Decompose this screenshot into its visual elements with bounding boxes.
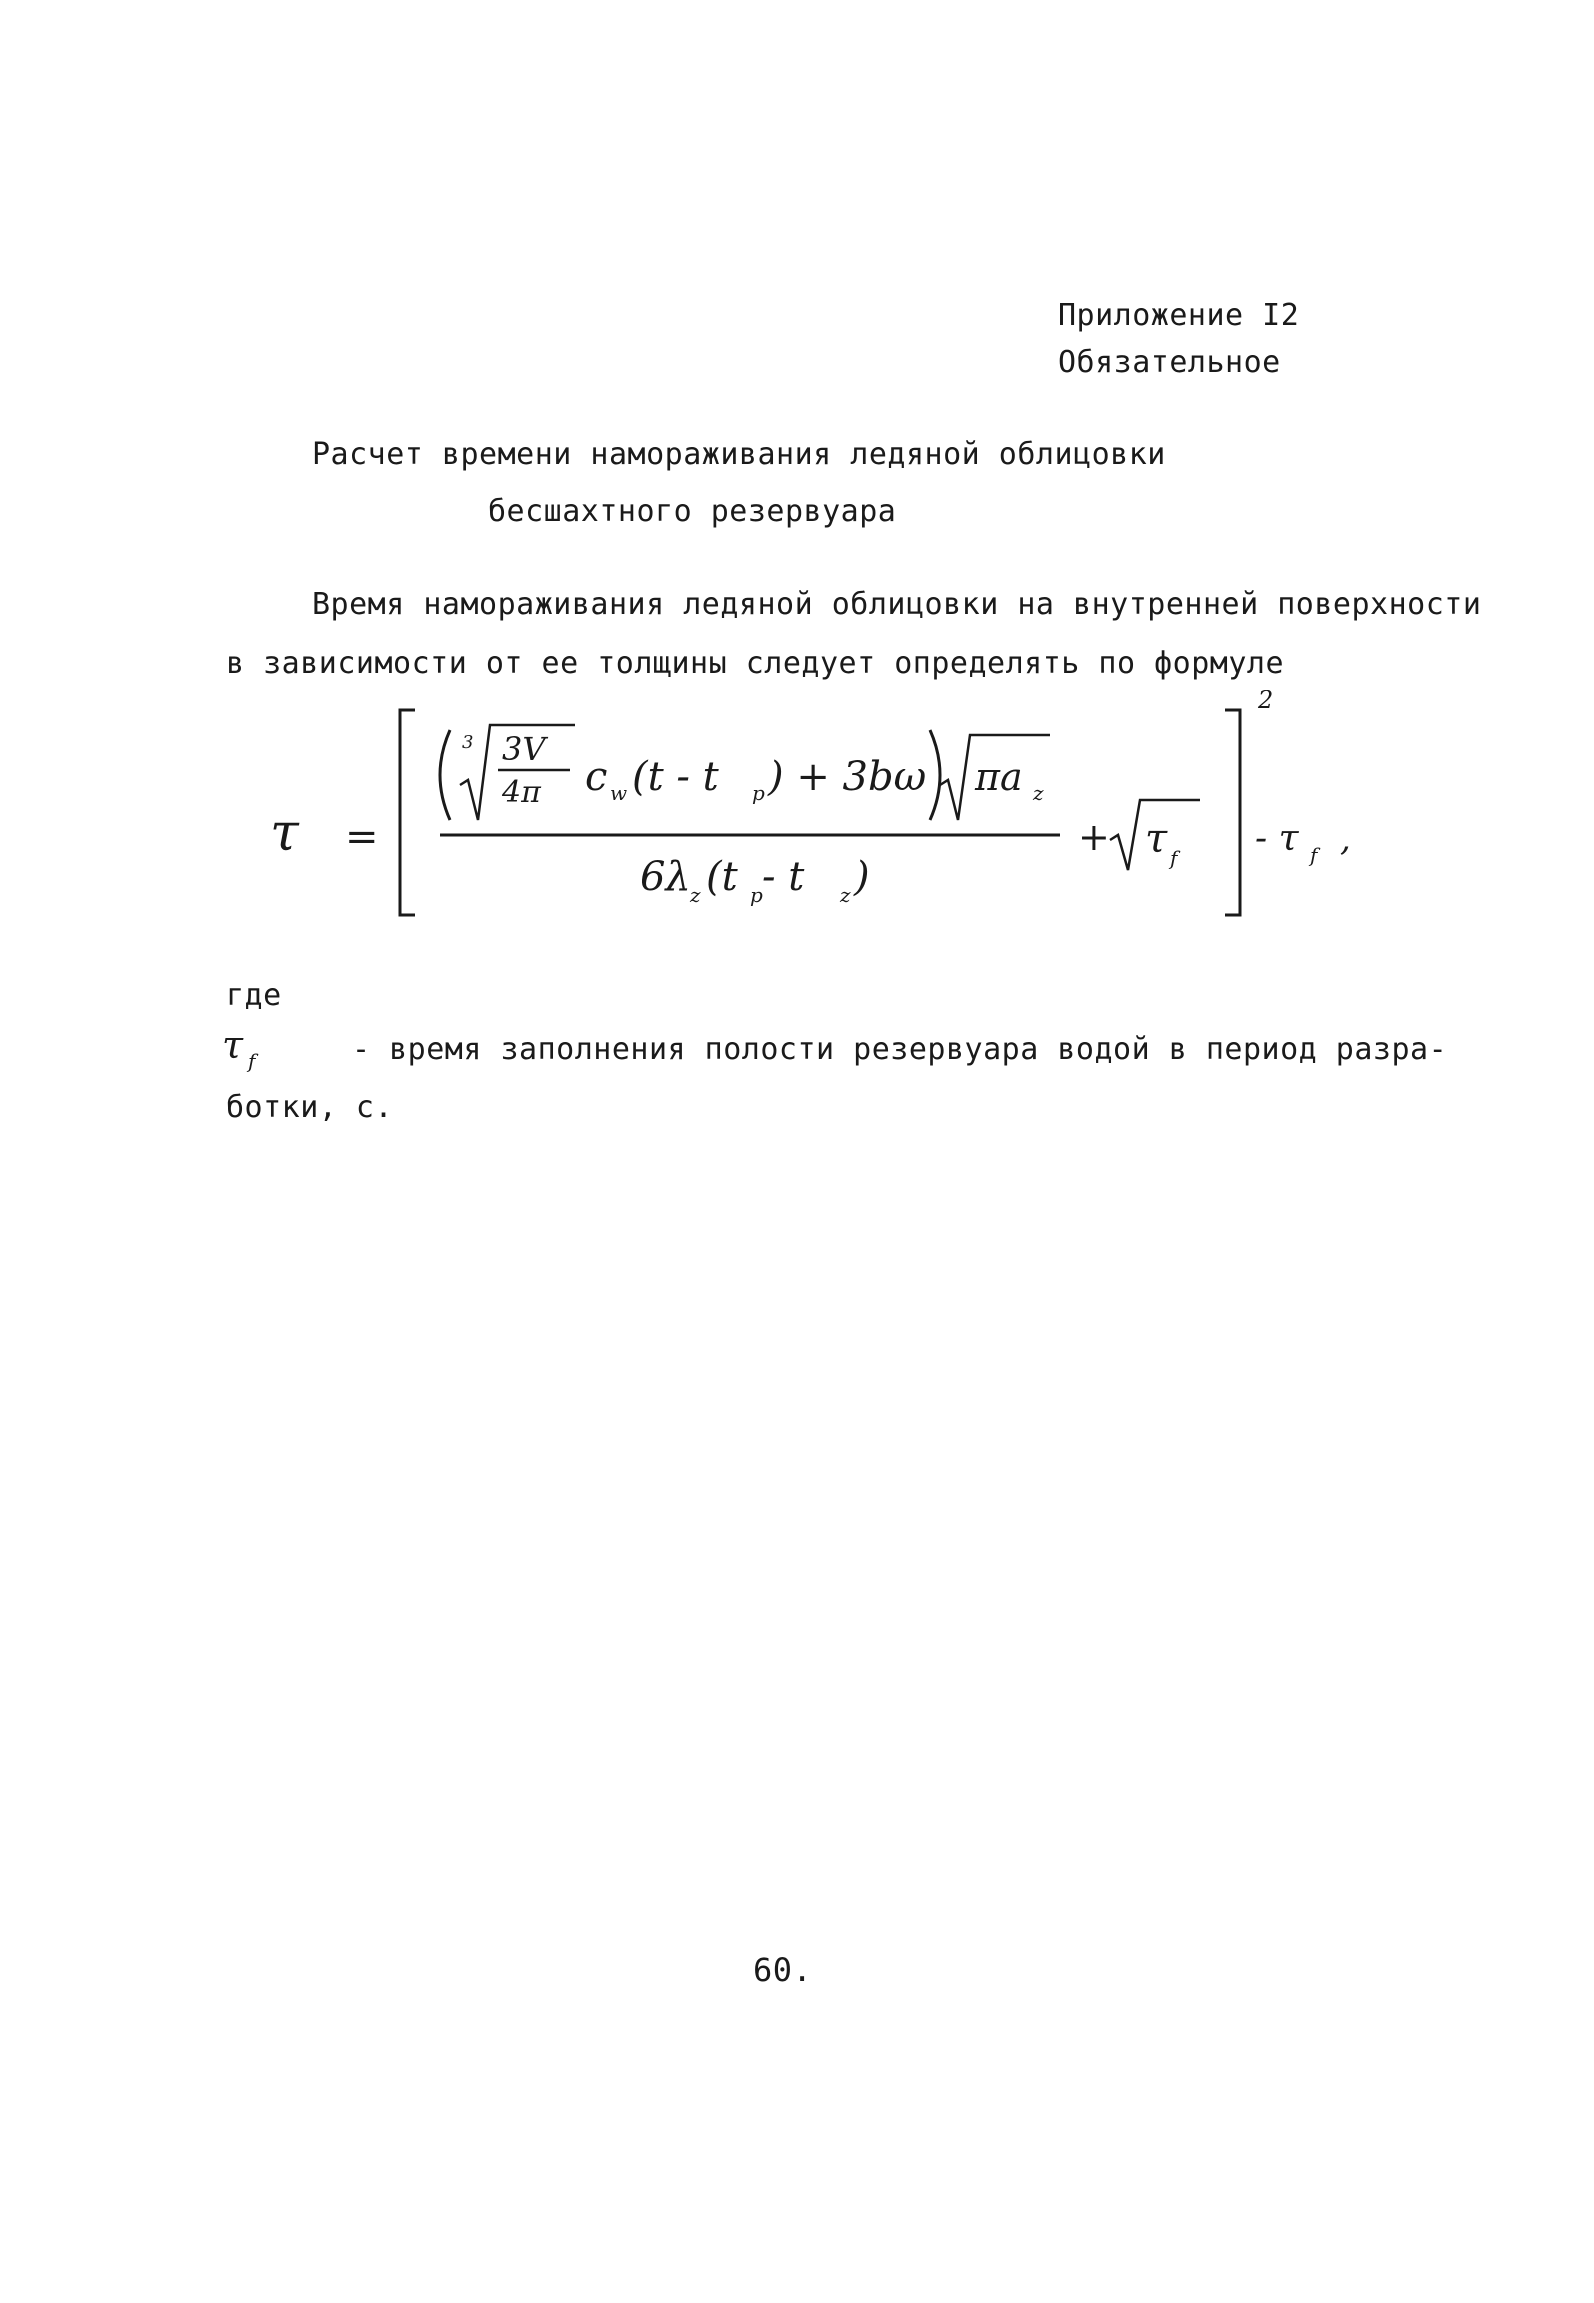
subscript-p: p — [752, 781, 765, 805]
subscript-z-den: z — [840, 883, 851, 907]
cube-root-index: 3 — [462, 732, 474, 753]
fraction-numerator: 3V — [502, 730, 546, 768]
subscript-p-den: p — [750, 883, 763, 907]
denominator-6lambda: 6λ — [640, 854, 691, 900]
subscript-f-tail: f — [1310, 843, 1318, 867]
subscript-f-sqrt: f — [1170, 846, 1178, 870]
exponent: 2 — [1258, 690, 1274, 714]
term-t-minus-tp: (t - t — [632, 754, 719, 800]
tau-f-symbol — [218, 1022, 278, 1072]
formula-comma: , — [1340, 819, 1351, 859]
denominator-open: (t — [706, 854, 738, 900]
minus-tau-f: - τ — [1255, 818, 1299, 859]
appendix-label: Приложение I2 — [1058, 298, 1300, 333]
right-bracket — [1225, 710, 1240, 915]
definition-line-2: ботки, с. — [226, 1090, 394, 1125]
denominator-close: ) — [854, 854, 870, 900]
formula-lhs: τ — [270, 803, 299, 863]
paragraph-line-1: Время намораживания ледяной облицовки на внутренней поверхности — [312, 587, 1482, 622]
definition-line-1: - время заполнения полости резервуара водой в период разра- — [352, 1032, 1448, 1067]
term-plus-3bw: ) + 3bω — [768, 754, 927, 800]
plus-sign: + — [1078, 815, 1110, 859]
sqrt-tau: τ — [1145, 816, 1168, 862]
term-cw: c — [585, 754, 608, 800]
tau-subscript-f: f — [248, 1049, 256, 1072]
subscript-z-lambda: z — [690, 883, 701, 907]
subscript-w: w — [610, 781, 628, 805]
sqrt-pi-a: πa — [975, 755, 1023, 799]
denominator-minus-t: - t — [762, 854, 805, 900]
where-label: где — [226, 978, 282, 1013]
section-title-line-1: Расчет времени намораживания ледяной облицовки — [312, 437, 1166, 472]
fraction-denominator: 4π — [502, 775, 541, 810]
freezing-time-formula — [240, 690, 1360, 930]
numerator-close-paren — [930, 730, 940, 820]
numerator-open-paren — [440, 730, 450, 820]
paragraph-line-2: в зависимости от ее толщины следует определять по формуле — [226, 646, 1285, 681]
section-title-line-2: бесшахтного резервуара — [488, 494, 897, 529]
left-bracket — [400, 710, 415, 915]
subscript-z-num: z — [1033, 781, 1044, 805]
page-number: 60. — [753, 1951, 813, 1989]
tau-symbol: τ — [222, 1023, 244, 1067]
formula-equals: = — [345, 814, 379, 860]
appendix-status: Обязательное — [1058, 345, 1281, 380]
